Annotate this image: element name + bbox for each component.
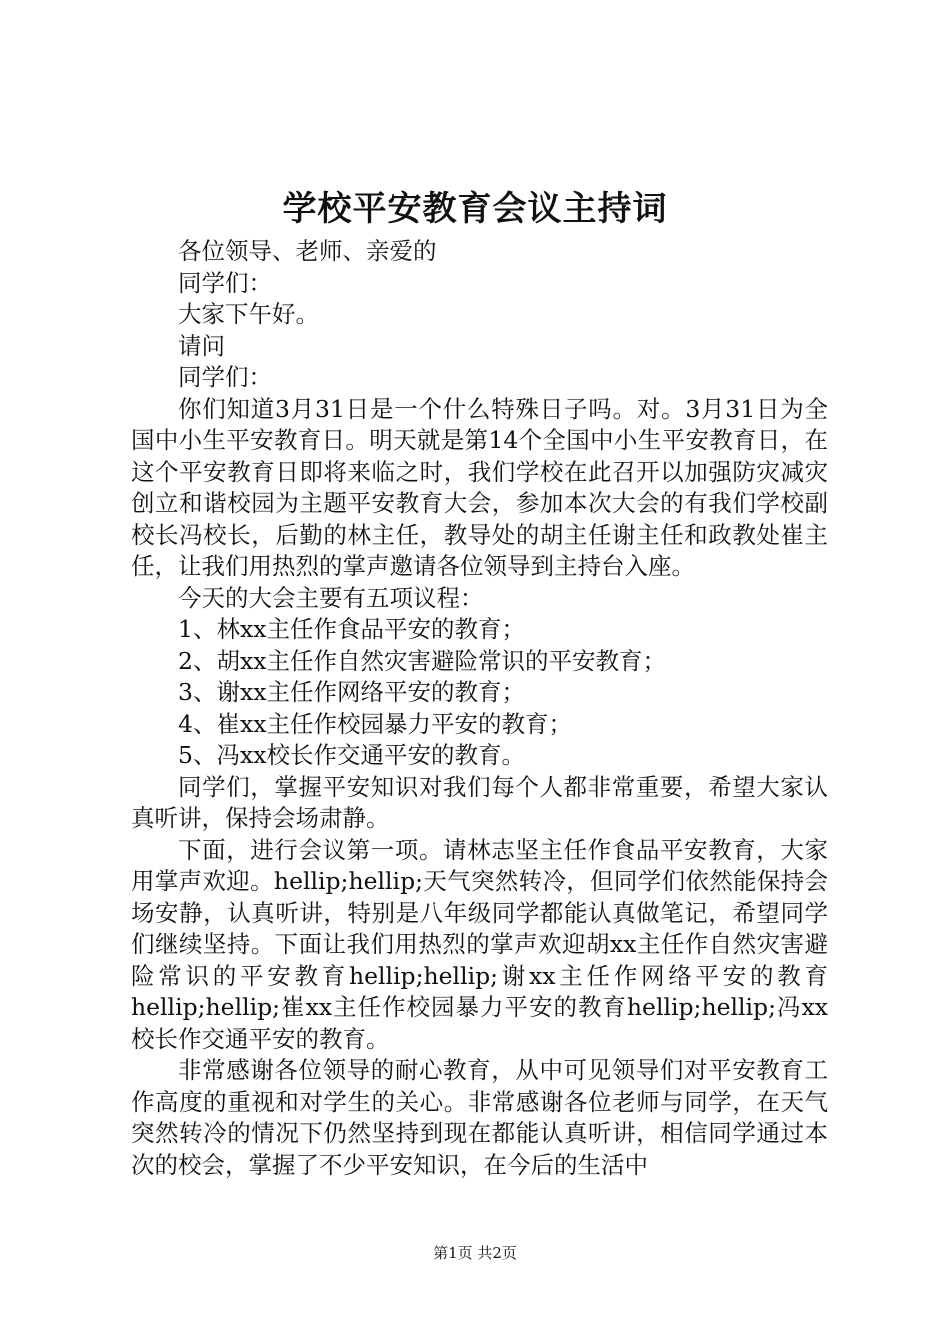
agenda-item: 3、谢xx主任作网络平安的教育； — [178, 678, 525, 706]
paragraph: 大家下午好。 — [178, 300, 319, 328]
page-footer: 第1页 共2页 — [433, 1244, 517, 1262]
document-title: 学校平安教育会议主持词 — [282, 189, 668, 229]
agenda-item: 1、林xx主任作食品平安的教育； — [178, 615, 525, 643]
agenda-item: 2、胡xx主任作自然灾害避险常识的平安教育； — [178, 646, 666, 675]
paragraph: 下面，进行会议第一项。请林志坚主任作食品平安教育，大家用掌声欢迎。hellip;hellip;天气突然转冷，但同学们依然能保持会场安静，认真听讲，特别是八年级同学都能认真做笔记，希望同学们继续坚持。下面让我们用热烈的掌声欢迎胡xx主任作自然灾害避险常识的平安教育hellip;hellip;谢xx主任作网络平安的教育hellip;hellip;崔xx主任作校园暴力平安的教育hellip;hellip;冯xx校长作交通平安的教育。 — [131, 835, 828, 1053]
paragraph: 同学们： — [178, 268, 272, 297]
agenda-item: 4、崔xx主任作校园暴力平安的教育； — [178, 709, 572, 738]
paragraph: 同学们，掌握平安知识对我们每个人都非常重要，希望大家认真听讲，保持会场肃静。 — [131, 772, 828, 832]
paragraph: 今天的大会主要有五项议程： — [178, 583, 484, 612]
agenda-item: 5、冯xx校长作交通平安的教育。 — [178, 741, 525, 769]
paragraph: 你们知道3月31日是一个什么特殊日子吗。对。3月31日为全国中小生平安教育日。明天就是第14个全国中小生平安教育日，在这个平安教育日即将来临之时，我们学校在此召开以加强防灾减灾创立和谐校园为主题平安教育大会，参加本次大会的有我们学校副校长冯校长，后勤的林主任，教导处的胡主任谢主任和政教处崔主任，让我们用热烈的掌声邀请各位领导到主持台入座。 — [131, 394, 828, 580]
paragraph: 各位领导、老师、亲爱的 — [178, 237, 437, 265]
paragraph: 同学们： — [178, 363, 272, 391]
document-body — [131, 236, 828, 1181]
paragraph: 非常感谢各位领导的耐心教育，从中可见领导们对平安教育工作高度的重视和对学生的关心。非常感谢各位老师与同学，在天气突然转冷的情况下仍然坚持到现在都能认真听讲，相信同学通过本次的校会，掌握了不少平安知识，在今后的生活中 — [131, 1056, 828, 1179]
paragraph: 请问 — [178, 331, 225, 360]
